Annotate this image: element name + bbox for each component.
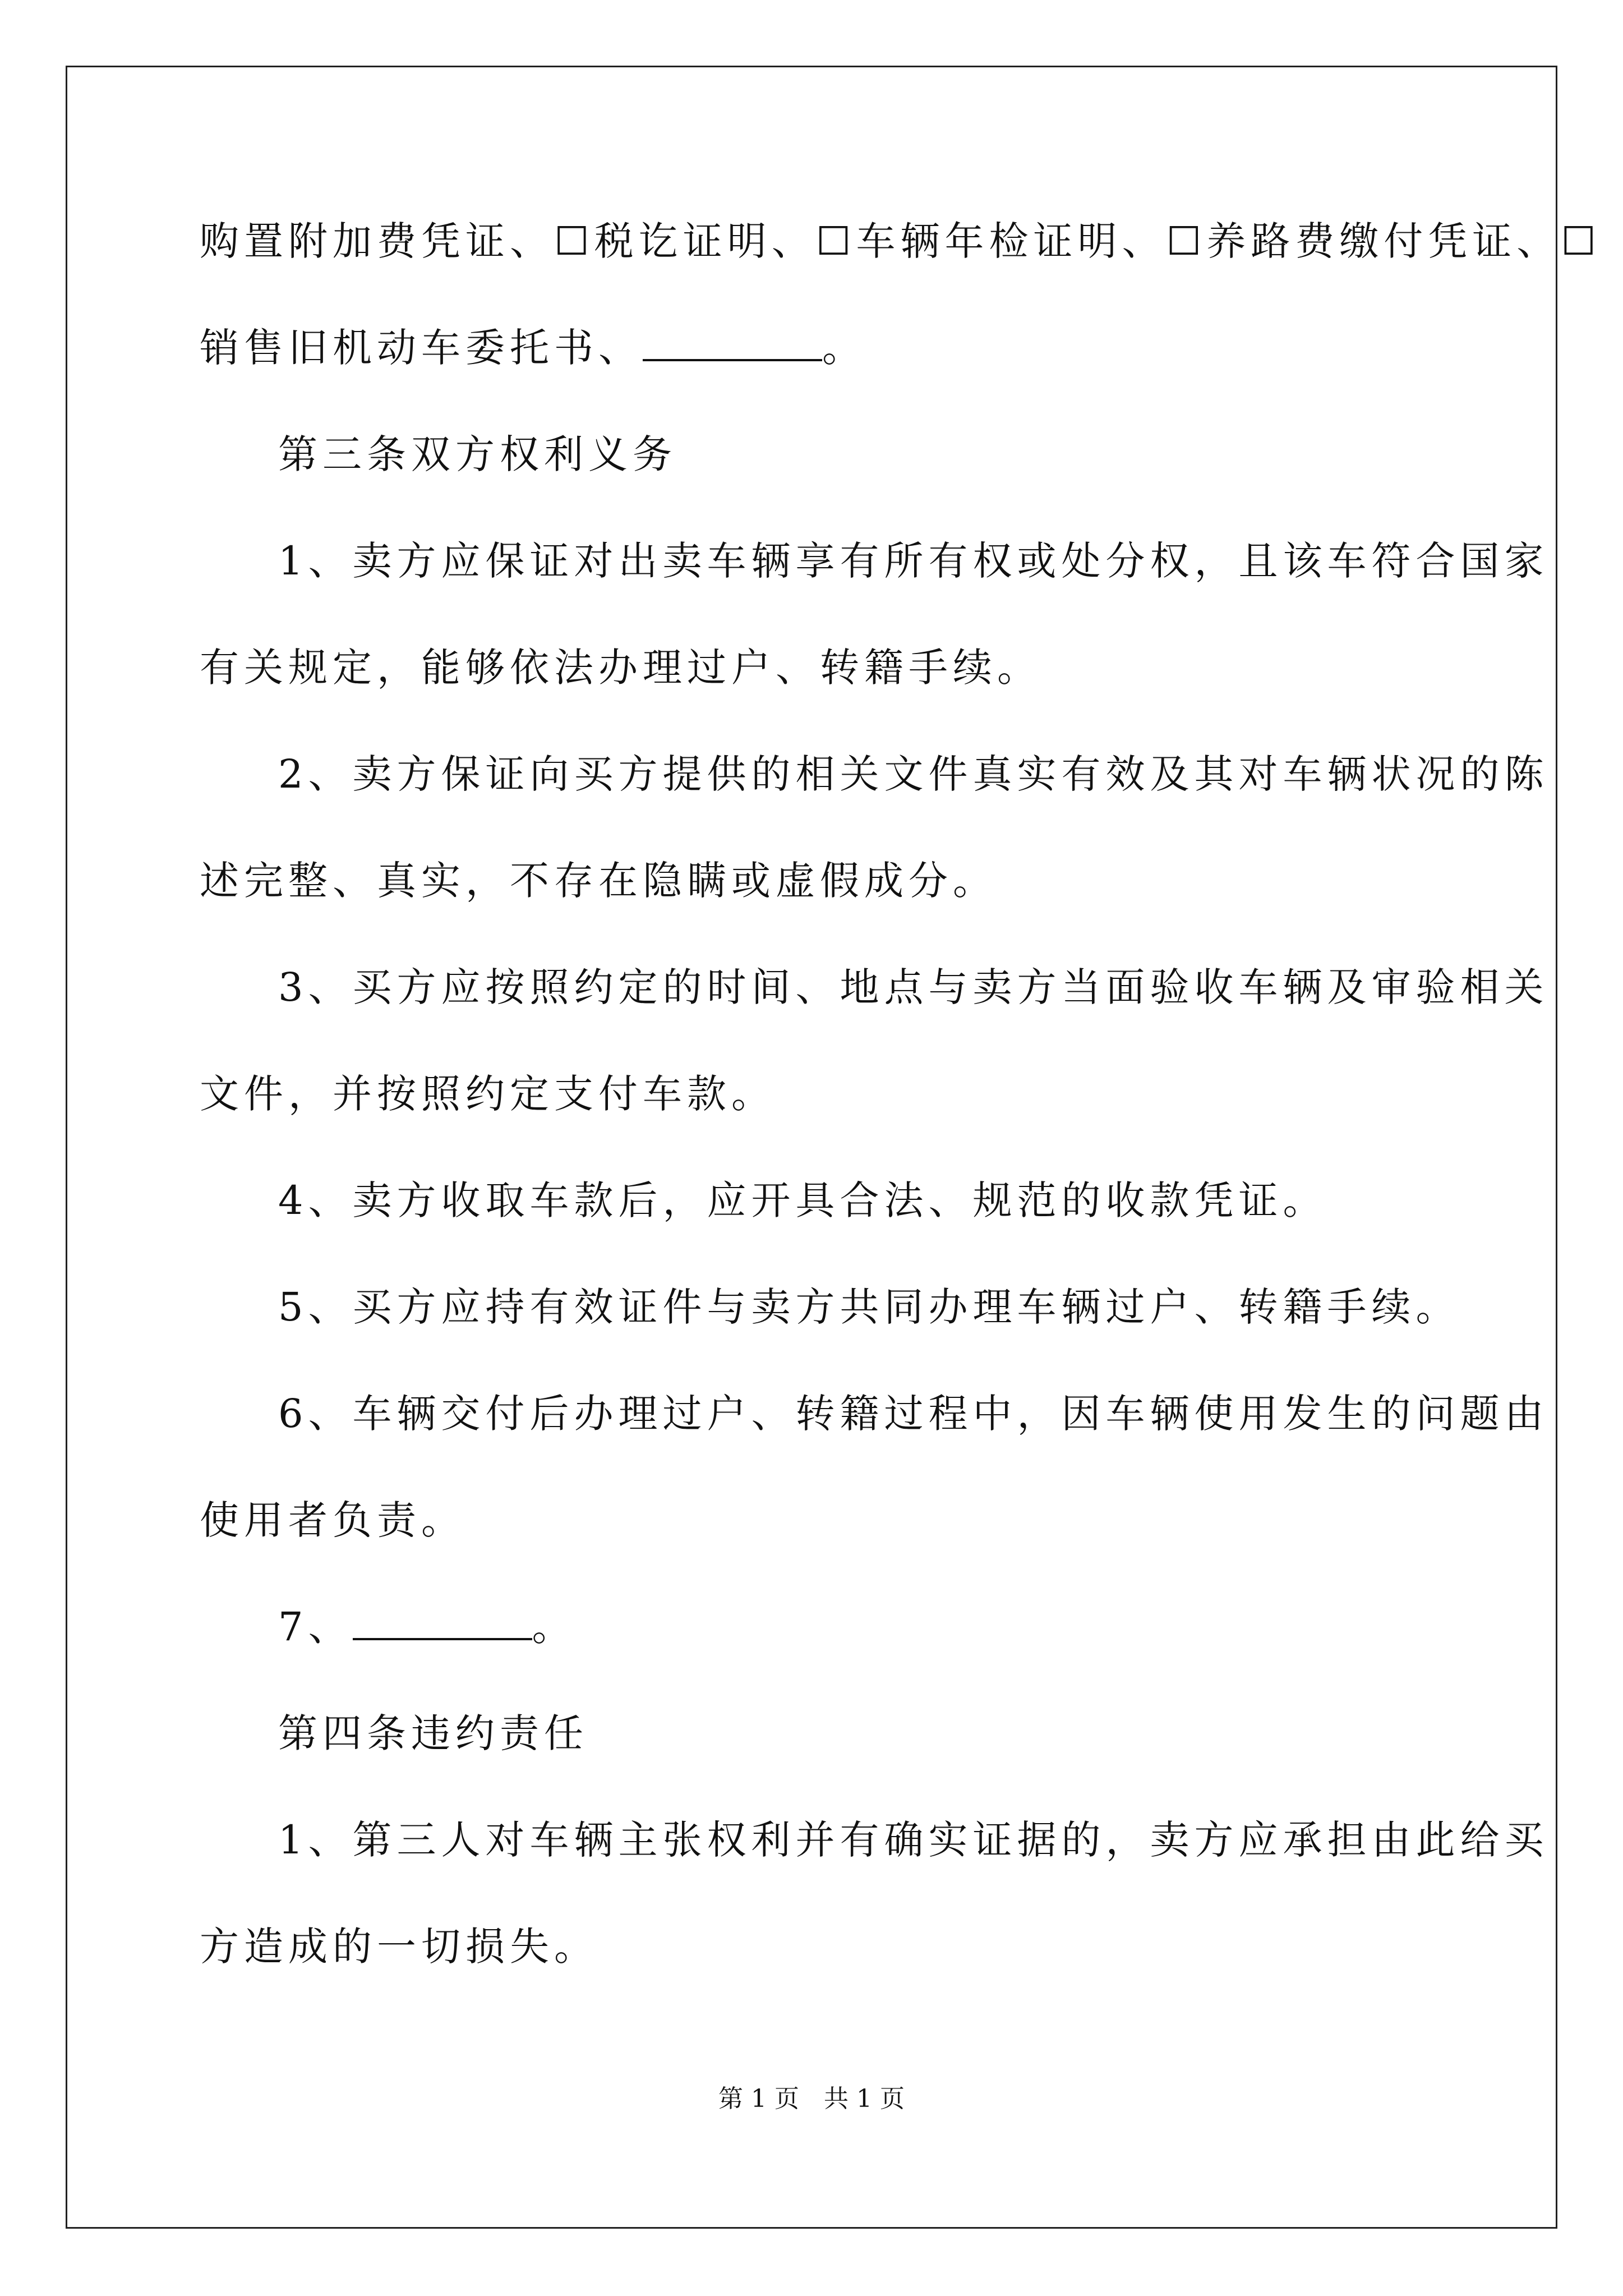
text-line: 有关规定，能够依法办理过户、转籍手续。	[200, 645, 1041, 691]
text-line	[278, 1599, 577, 1655]
section-heading: 第三条双方权利义务	[278, 431, 677, 477]
text-span: 。	[822, 325, 866, 371]
text-line	[200, 320, 866, 376]
text-line: 3、买方应按照约定的时间、地点与卖方当面验收车辆及审验相关	[278, 964, 1549, 1010]
text-line: 1、第三人对车辆主张权利并有确实证据的，卖方应承担由此给买	[278, 1817, 1549, 1863]
text-span: 7、	[278, 1604, 353, 1650]
page-border	[66, 66, 1557, 2229]
fill-in-blank[interactable]	[643, 328, 822, 361]
text-line: 5、买方应持有效证件与卖方共同办理车辆过户、转籍手续。	[278, 1284, 1460, 1330]
text-line: 文件，并按照约定支付车款。	[200, 1071, 776, 1117]
text-line: 购置附加费凭证、☐税讫证明、☐车辆年检证明、☐养路费缴付凭证、☐	[200, 218, 1602, 264]
page-number: 第 1 页 共 1 页	[718, 2085, 905, 2113]
text-line: 使用者负责。	[200, 1497, 465, 1543]
section-heading: 第四条违约责任	[278, 1710, 588, 1756]
text-line: 1、卖方应保证对出卖车辆享有所有权或处分权，且该车符合国家	[278, 538, 1549, 584]
text-line: 4、卖方收取车款后，应开具合法、规范的收款凭证。	[278, 1177, 1327, 1223]
text-line: 6、车辆交付后办理过户、转籍过程中，因车辆使用发生的问题由	[278, 1391, 1549, 1437]
text-span: 。	[532, 1604, 577, 1650]
fill-in-blank[interactable]	[353, 1607, 532, 1640]
text-line: 方造成的一切损失。	[200, 1924, 598, 1970]
text-line: 2、卖方保证向买方提供的相关文件真实有效及其对车辆状况的陈	[278, 751, 1549, 797]
text-span: 销售旧机动车委托书、	[200, 325, 643, 371]
text-line: 述完整、真实，不存在隐瞒或虚假成分。	[200, 858, 997, 904]
